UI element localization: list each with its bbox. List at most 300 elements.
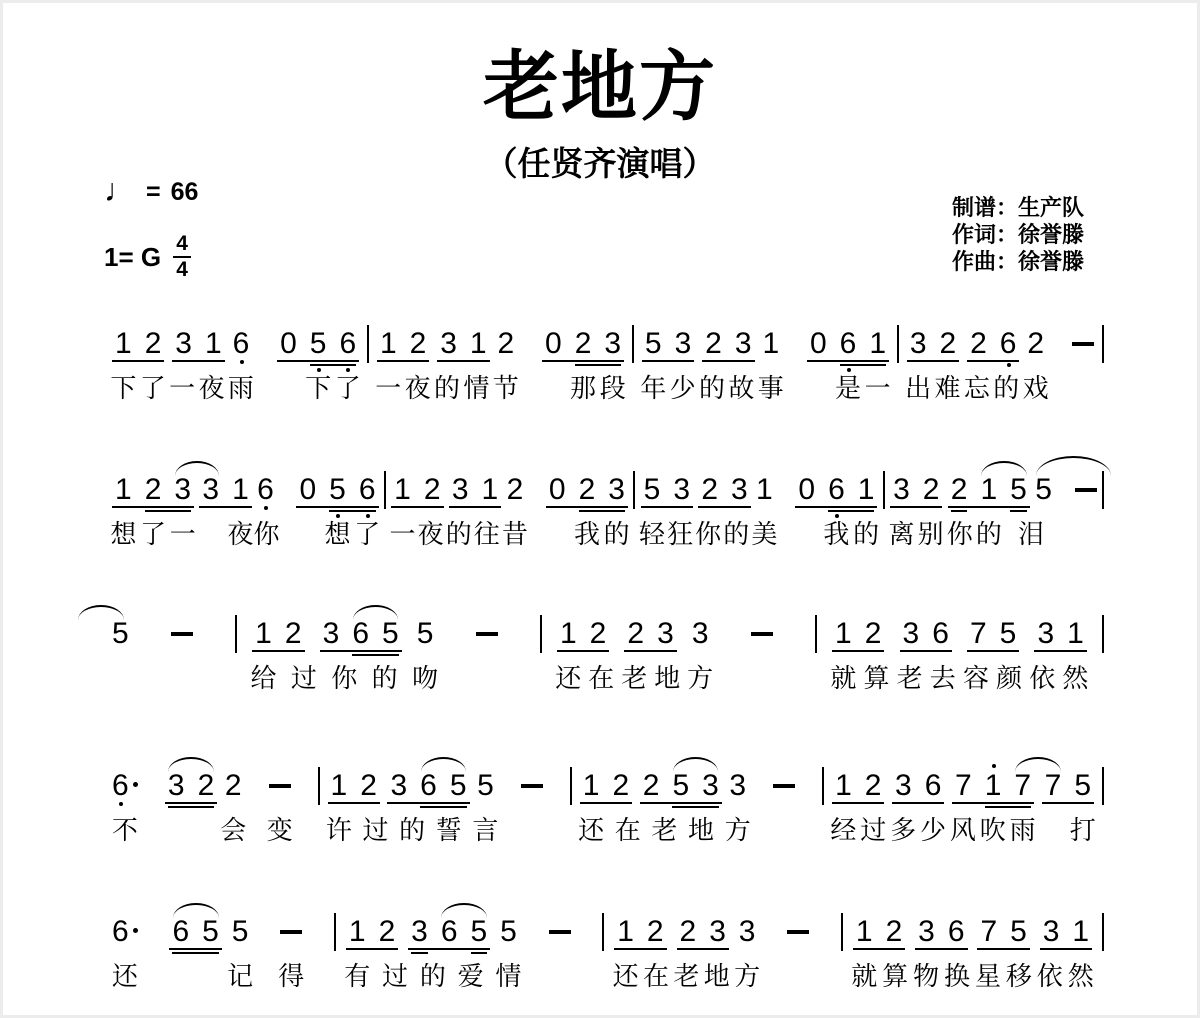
beam-group: [624, 617, 676, 652]
lyric-char: 过: [290, 663, 317, 693]
lyric-char: 雨: [1009, 815, 1036, 845]
lyric-phrase: [823, 520, 879, 550]
lyric-char: 地: [703, 961, 730, 991]
lyric-char: 爱: [457, 961, 484, 991]
lyric-char: 情: [495, 961, 522, 991]
lyric-char: 颜: [996, 663, 1023, 693]
lyric-char: 狂: [667, 519, 694, 549]
lyric-char: 的: [445, 519, 472, 549]
spacer: [527, 918, 539, 919]
note: 2: [705, 327, 722, 360]
note: 1: [857, 473, 875, 506]
beam-group: [391, 473, 443, 508]
note: 5: [999, 617, 1017, 650]
tie-arc-icon: [78, 605, 124, 620]
lyric-phrase: [835, 374, 891, 404]
sixteenth-beam: [329, 473, 376, 506]
note: 1: [481, 473, 499, 506]
lyric-char: 段: [599, 373, 626, 403]
lyric-char: 老: [621, 663, 648, 693]
lyric-char: 美: [751, 519, 778, 549]
lyric-char: 老: [896, 663, 923, 693]
lyric-char: 昔: [501, 519, 528, 549]
note: 5: [477, 769, 494, 802]
spacer: [513, 620, 525, 621]
lyric-char: 老: [673, 961, 700, 991]
note: 3: [729, 769, 747, 802]
augmentation-dot-icon: [133, 928, 138, 933]
lyric-char: 老: [651, 815, 678, 845]
dash-extension-icon: [1075, 488, 1097, 492]
lyric-char: 情: [463, 373, 490, 403]
lyric-phrase: [851, 962, 1093, 992]
tie-arc-icon: [173, 903, 219, 918]
spacer: [298, 772, 310, 773]
note: 7: [955, 769, 972, 802]
spacer: [778, 476, 790, 477]
lyric-char: 的: [434, 373, 461, 403]
lyric-char: 记: [227, 961, 254, 991]
song-subtitle: （任贤齐演唱）: [484, 145, 716, 182]
note: 2: [409, 327, 427, 360]
lyric-char: 想: [324, 519, 351, 549]
spacer: [144, 620, 156, 621]
note: 1: [379, 327, 397, 360]
note: 6: [232, 327, 250, 360]
note: 0: [280, 327, 297, 360]
note: 5: [643, 473, 661, 506]
note: 0: [548, 473, 566, 506]
lyric-char: 一: [864, 373, 891, 403]
sixteenth-beam: [420, 769, 467, 802]
credit-line: 作词：徐誉滕: [952, 222, 1085, 247]
sixteenth-beam: [950, 473, 968, 506]
lyric-phrase: [639, 520, 777, 550]
note: 6: [932, 617, 949, 650]
lyric-char: 在: [642, 961, 669, 991]
dash-extension-icon: [1072, 342, 1094, 346]
lyric-char: 忘: [963, 373, 990, 403]
spacer: [258, 918, 270, 919]
lyric-char: 的: [399, 815, 426, 845]
beam-group: [853, 915, 905, 950]
note-row: [112, 617, 1104, 654]
beam-group: [1040, 915, 1092, 950]
lyric-char: 给: [250, 663, 277, 693]
lyric-char: 方: [687, 663, 714, 693]
note: 1: [582, 769, 600, 802]
beam-group: [277, 327, 359, 362]
lyric-char: 一: [169, 373, 196, 403]
note: 5: [1035, 473, 1052, 506]
barline-icon: [570, 767, 572, 805]
note: 1: [984, 769, 1002, 802]
note: 3: [691, 617, 709, 650]
note: 3: [918, 915, 935, 948]
lyric-char: 吻: [412, 663, 439, 693]
lyric-char: 然: [1062, 663, 1089, 693]
note: 5: [470, 915, 488, 948]
lyric-phrase: [830, 816, 1035, 846]
beam-group: [907, 327, 959, 362]
note: 3: [174, 473, 192, 506]
barline-icon: [367, 325, 369, 363]
spacer: [788, 620, 800, 621]
note: 2: [701, 473, 719, 506]
note: 3: [451, 473, 469, 506]
lyric-char: 了: [140, 519, 167, 549]
lyric-phrase: [830, 664, 1088, 694]
note: 5: [1010, 915, 1027, 948]
note: 6: [839, 327, 857, 360]
lyric-phrase: [375, 374, 519, 404]
tie-arc-icon: [1036, 456, 1111, 476]
spacer: [257, 330, 269, 331]
lyric-char: 夜: [417, 519, 444, 549]
lyric-char: 一: [169, 519, 196, 549]
beam-group: [580, 769, 632, 804]
sixteenth-beam: [172, 915, 219, 948]
note: 6: [112, 772, 138, 799]
lyric-phrase: 还: [111, 961, 138, 991]
note: 1: [330, 769, 348, 802]
lyric-char: 的: [723, 519, 750, 549]
beam-group: [199, 473, 251, 508]
note: 3: [893, 473, 910, 506]
lyric-char: 离: [888, 519, 915, 549]
beam-group: [165, 769, 217, 804]
spacer: [787, 330, 799, 331]
credits: [952, 194, 1084, 275]
lyric-char: 往: [473, 519, 500, 549]
lyric-phrase: [110, 374, 254, 404]
sixteenth-beam: [167, 769, 215, 802]
lyric-char: 在: [588, 663, 615, 693]
lyric-char: 你: [946, 519, 973, 549]
barline-icon: [841, 913, 843, 951]
lyric-char: 了: [139, 373, 166, 403]
note: 2: [646, 915, 664, 948]
lyric-char: 你: [695, 519, 722, 549]
note: 6: [339, 327, 357, 360]
barline-icon: [632, 325, 634, 363]
note: 1: [980, 473, 998, 506]
lyric-char: 的: [419, 961, 446, 991]
sixteenth-beam: [309, 327, 357, 360]
lyric-phrase: [227, 962, 304, 992]
note: 1: [835, 617, 852, 650]
lyric-char: 过: [362, 815, 389, 845]
beam-group: [169, 915, 221, 950]
beam-group: [832, 617, 884, 652]
lyric-char: 的: [603, 519, 630, 549]
note: 6: [257, 473, 274, 506]
lyric-char: 算: [863, 663, 890, 693]
lyric-char: 算: [882, 961, 909, 991]
note: 5: [1010, 473, 1027, 506]
lyric-char: 夜: [404, 373, 431, 403]
barline-icon: [602, 913, 604, 951]
system-3: [112, 617, 1104, 693]
note-row: [112, 327, 1104, 364]
beam-group: [408, 915, 490, 950]
note: 6: [112, 918, 138, 945]
note: 2: [578, 473, 596, 506]
beam-group: [377, 327, 429, 362]
beam-group: [952, 769, 1034, 804]
lyric-char: 下: [110, 373, 137, 403]
lyric-char: 依: [1029, 663, 1056, 693]
note: 3: [657, 617, 674, 650]
beam-group: [387, 769, 469, 804]
beam-group: [328, 769, 380, 804]
lyric-char: 变: [266, 815, 293, 845]
barline-icon: [1102, 913, 1104, 951]
note: 2: [939, 327, 957, 360]
tie-arc-icon: [175, 461, 219, 476]
lyric-phrase: [326, 816, 499, 846]
note: 3: [202, 473, 220, 506]
note: 5: [112, 617, 129, 650]
note: 1: [869, 327, 886, 360]
spacer: [279, 476, 291, 477]
beam-group: [1042, 769, 1094, 804]
note: 1: [115, 327, 132, 360]
tempo-marking: [104, 172, 199, 208]
sixteenth-beam: [470, 915, 488, 948]
lyric-char: 戏: [1022, 373, 1049, 403]
note: 1: [835, 769, 852, 802]
lyric-phrase: [570, 374, 626, 404]
note: 2: [144, 473, 162, 506]
note: 2: [144, 327, 162, 360]
spacer: [501, 772, 513, 773]
sixteenth-beam: [144, 473, 192, 506]
note: 3: [604, 327, 622, 360]
key-label: 1= G: [104, 241, 162, 272]
lyric-char: 的: [371, 663, 398, 693]
dash-extension-icon: [476, 632, 498, 636]
note: 6: [172, 915, 190, 948]
time-signature: [173, 233, 191, 281]
spacer: [145, 772, 157, 773]
note: 1: [255, 617, 272, 650]
note: 0: [545, 327, 562, 360]
note: 6: [947, 915, 965, 948]
note: 1: [855, 915, 873, 948]
lyric-phrase: [227, 520, 278, 550]
lyric-phrase: [640, 374, 784, 404]
lyric-phrase: 不: [111, 815, 138, 845]
lyric-char: 是: [834, 373, 861, 403]
lyric-char: 下: [305, 373, 332, 403]
lyric-phrase: [555, 664, 713, 694]
note: 1: [348, 915, 366, 948]
barline-icon: [897, 325, 899, 363]
note: 2: [864, 769, 882, 802]
lyric-char: 出: [905, 373, 932, 403]
lyric-char: 年: [640, 373, 667, 403]
note: 6: [440, 915, 458, 948]
barline-icon: [318, 767, 320, 805]
note: 5: [329, 473, 346, 506]
lyric-char: 的: [975, 519, 1002, 549]
note: 3: [167, 769, 185, 802]
dash-extension-icon: [171, 632, 193, 636]
beam-group: [346, 915, 398, 950]
beam-group: [642, 327, 694, 362]
barline-icon: [883, 471, 885, 509]
dash-extension-icon: [521, 784, 543, 788]
lyric-char: 节: [492, 373, 519, 403]
lyric-char: 别: [917, 519, 944, 549]
barline-icon: [1102, 325, 1104, 363]
note: 2: [423, 473, 441, 506]
lyric-char: 然: [1067, 961, 1094, 991]
lyric-char: 那: [570, 373, 597, 403]
note: 3: [608, 473, 625, 506]
spacer: [551, 772, 563, 773]
note: 2: [864, 617, 882, 650]
lyric-phrase: [613, 962, 761, 992]
barline-icon: [384, 471, 386, 509]
lyric-phrase: [220, 816, 293, 846]
barline-icon: [235, 615, 237, 653]
beam-group: [252, 617, 304, 652]
lyric-char: 移: [1005, 961, 1032, 991]
note: 2: [360, 769, 377, 802]
tempo-value: 66: [170, 177, 199, 206]
lyric-char: 一: [375, 373, 402, 403]
lyric-char: 地: [654, 663, 681, 693]
sixteenth-beam: [828, 473, 875, 506]
note: 2: [497, 327, 515, 360]
note: 5: [231, 915, 249, 948]
note: 5: [672, 769, 690, 802]
note: 1: [469, 327, 487, 360]
note: 6: [420, 769, 437, 802]
lyric-char: 就: [830, 663, 857, 693]
spacer: [765, 918, 777, 919]
note: 5: [309, 327, 327, 360]
lyric-char: 誓: [435, 815, 462, 845]
note: 3: [702, 769, 719, 802]
note: 6: [999, 327, 1017, 360]
barline-icon: [1102, 471, 1104, 509]
lyric-char: 在: [614, 815, 641, 845]
beam-group: [892, 769, 944, 804]
lyric-phrase: 泪: [1018, 519, 1045, 549]
spacer: [208, 620, 220, 621]
spacer: [312, 918, 324, 919]
lyric-phrase: 打: [1069, 815, 1096, 845]
lyric-char: 方: [734, 961, 761, 991]
note: 2: [284, 617, 302, 650]
beam-group: [698, 473, 750, 508]
note: 2: [642, 769, 660, 802]
sixteenth-beam: [574, 327, 622, 360]
note: 2: [885, 915, 903, 948]
beam-group: [702, 327, 754, 362]
note: 5: [500, 915, 517, 948]
lyric-char: 雨: [227, 373, 254, 403]
note: 7: [1014, 769, 1032, 802]
spacer: [249, 772, 261, 773]
note: 3: [674, 327, 692, 360]
barline-icon: [633, 471, 635, 509]
note: 1: [762, 327, 780, 360]
sixteenth-beam: [839, 327, 886, 360]
beam-group: [641, 473, 693, 508]
lyric-char: 还: [555, 663, 582, 693]
note: 6: [358, 473, 376, 506]
lyric-char: 的: [698, 373, 725, 403]
beam-group: [900, 617, 952, 652]
note: 1: [394, 473, 411, 506]
lyric-char: 有: [344, 961, 371, 991]
note: 1: [756, 473, 773, 506]
credit-line: 制谱：生产队: [952, 195, 1085, 220]
beam-group: [542, 327, 624, 362]
lyric-char: 就: [851, 961, 878, 991]
note: 1: [1072, 915, 1090, 948]
lyric-char: 你: [253, 519, 280, 549]
system-2: [110, 473, 1104, 549]
system-5: [111, 915, 1104, 991]
note: 3: [909, 327, 927, 360]
note: 5: [449, 769, 467, 802]
lyric-char: 物: [913, 961, 940, 991]
beam-group: [320, 617, 402, 652]
dash-extension-icon: [280, 930, 302, 934]
note: 3: [902, 617, 920, 650]
beam-group: [640, 769, 722, 804]
credit-line: 作曲：徐誉滕: [952, 249, 1085, 274]
sixteenth-beam: [672, 769, 719, 802]
note: 3: [734, 327, 752, 360]
lyric-char: 星: [974, 961, 1001, 991]
note: 1: [617, 915, 634, 948]
note-row: [112, 473, 1104, 510]
note: 3: [1042, 915, 1060, 948]
note-row: [112, 769, 1104, 806]
lyric-char: 少: [669, 373, 696, 403]
lyric-char: 事: [757, 373, 784, 403]
lyric-char: 去: [929, 663, 956, 693]
lyric-char: 容: [962, 663, 989, 693]
lyric-char: 一: [389, 519, 416, 549]
lyric-char: 故: [728, 373, 755, 403]
augmentation-dot-icon: [133, 782, 138, 787]
spacer: [1052, 330, 1064, 331]
sixteenth-beam: [578, 473, 625, 506]
lyric-char: 还: [578, 815, 605, 845]
note: 2: [197, 769, 215, 802]
lyric-phrase: [574, 520, 630, 550]
lyric-phrase: [110, 520, 195, 550]
beam-group: [437, 327, 489, 362]
lyric-char: 方: [724, 815, 751, 845]
lyric-char: 你: [331, 663, 358, 693]
spacer: [148, 918, 160, 919]
lyric-phrase: [251, 664, 439, 694]
tie-arc-icon: [1015, 757, 1061, 772]
beam-group: [967, 327, 1019, 362]
note: 2: [627, 617, 645, 650]
sixteenth-beam: [352, 617, 399, 650]
tie-arc-icon: [353, 605, 399, 620]
note: 1: [1067, 617, 1084, 650]
